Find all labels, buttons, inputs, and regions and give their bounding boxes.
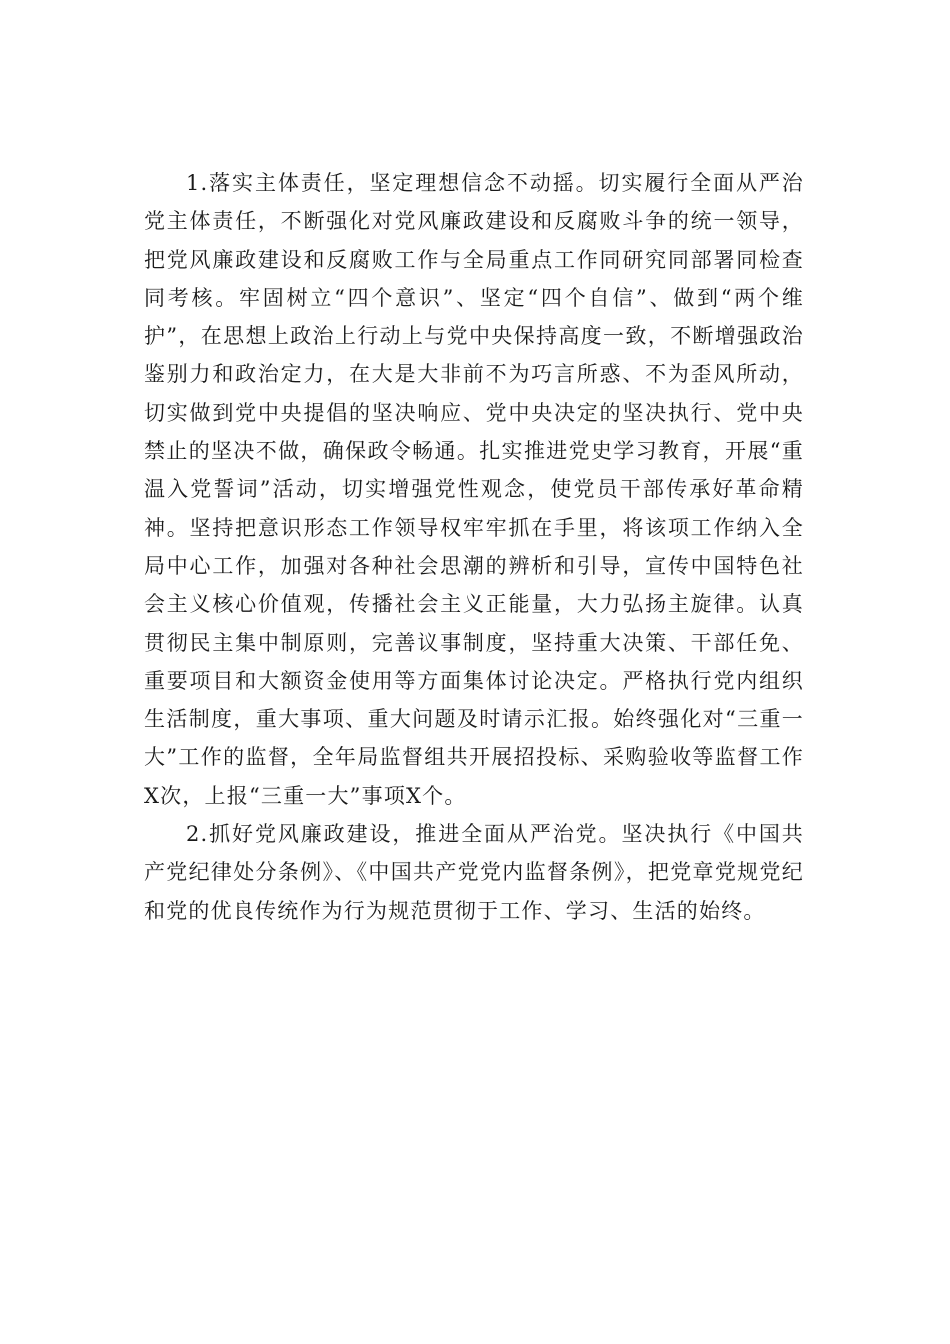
paragraph-1: 1.落实主体责任，坚定理想信念不动摇。切实履行全面从严治党主体责任，不断强化对党风廉政建设和反腐败斗争的统一领导，把党风廉政建设和反腐败工作与全局重点工作同研究同部署同检查同考核。牢固树立“四个意识”、坚定“四个自信”、做到“两个维护”，在思想上政治上行动上与党中央保持高度一致，不断增强政治鉴别力和政治定力，在大是大非前不为巧言所惑、不为歪风所动，切实做到党中央提倡的坚决响应、党中央决定的坚决执行、党中央禁止的坚决不做，确保政令畅通。扎实推进党史学习教育，开展“重温入党誓词”活动，切实增强党性观念，使党员干部传承好革命精神。坚持把意识形态工作领导权牢牢抓在手里，将该项工作纳入全局中心工作，加强对各种社会思潮的辨析和引导，宣传中国特色社会主义核心价值观，传播社会主义正能量，大力弘扬主旋律。认真贯彻民主集中制原则，完善议事制度，坚持重大决策、干部任免、重要项目和大额资金使用等方面集体讨论决定。严格执行党内组织生活制度，重大事项、重大问题及时请示汇报。始终强化对“三重一大”工作的监督，全年局监督组共开展招投标、采购验收等监督工作X次，上报“三重一大”事项X个。	[144, 171, 804, 808]
document-body	[144, 164, 804, 930]
paragraph-2: 2.抓好党风廉政建设，推进全面从严治党。坚决执行《中国共产党纪律处分条例》、《中国共产党党内监督条例》，把党章党规党纪和党的优良传统作为行为规范贯彻于工作、学习、生活的始终。	[144, 822, 804, 923]
